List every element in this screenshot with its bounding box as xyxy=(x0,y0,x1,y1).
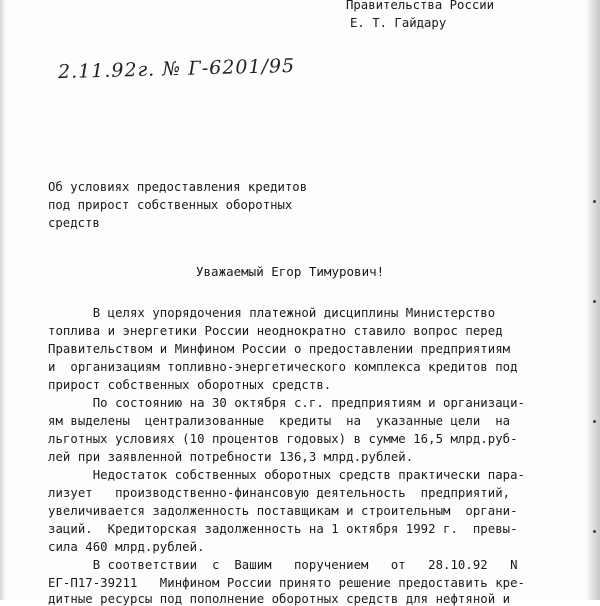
body-line: В целях упорядочения платежной дисциплины Министерство xyxy=(48,306,496,320)
body-line: топлива и энергетики России неоднократно ставило вопрос перед xyxy=(48,324,503,338)
body-line: сила 460 млрд.рублей. xyxy=(48,540,205,554)
salutation: Уважаемый Егор Тимурович! xyxy=(196,264,385,279)
body-line: лей при заявленной потребности 136,3 млрд.рублей. xyxy=(48,450,414,464)
body-line: лизует производственно-финансовую деятельность предприятий, xyxy=(48,486,511,500)
body-line: и организациям топливно-энергетического комплекса кредитов под xyxy=(48,360,518,374)
body-line: В соответствии с Вашим поручением от 28.10.92 N xyxy=(48,558,518,572)
body-line: льготных условиях (10 процентов годовых) в сумме 16,5 млрд.руб- xyxy=(48,432,518,446)
subject-line-1: Об условиях предоставления кредитов xyxy=(48,180,308,194)
body-line: ЕГ-П17-39211 Минфином России принято решение предоставить кре- xyxy=(48,576,526,590)
body-line: Правительством и Минфином России о предоставлении предприятиям xyxy=(48,342,511,356)
body-line: заций. Кредиторская задолженность на 1 октября 1992 г. превы- xyxy=(48,522,518,536)
body-line: увеличивается задолженность поставщикам и строительным органи- xyxy=(48,504,518,518)
addressee-line-1: Правительства России xyxy=(346,0,495,12)
subject-block xyxy=(48,178,307,232)
scan-dot xyxy=(593,530,596,533)
body-line: По состоянию на 30 октября с.г. предприятиям и организаци- xyxy=(48,396,526,410)
scan-edge-left xyxy=(0,0,6,600)
body-line: дитные ресурсы под пополнение оборотных средств для нефтяной и xyxy=(48,592,511,606)
addressee-line-2: Е. Т. Гайдару xyxy=(350,16,447,30)
scan-dot xyxy=(593,420,596,423)
addressee-block xyxy=(346,0,494,32)
body-line: ям выделены централизованные кредиты на указанные цели на xyxy=(48,414,511,428)
subject-line-2: под прирост собственных оборотных xyxy=(48,198,293,212)
scan-dot xyxy=(593,300,596,303)
scan-dot xyxy=(593,200,596,203)
subject-line-3: средств xyxy=(48,216,100,230)
registration-note: 2.11.92г. № Г-6201/95 xyxy=(57,54,296,84)
body-line: Недостаток собственных оборотных средств практически пара- xyxy=(48,468,526,482)
body-line: прирост собственных оборотных средств. xyxy=(48,378,332,392)
